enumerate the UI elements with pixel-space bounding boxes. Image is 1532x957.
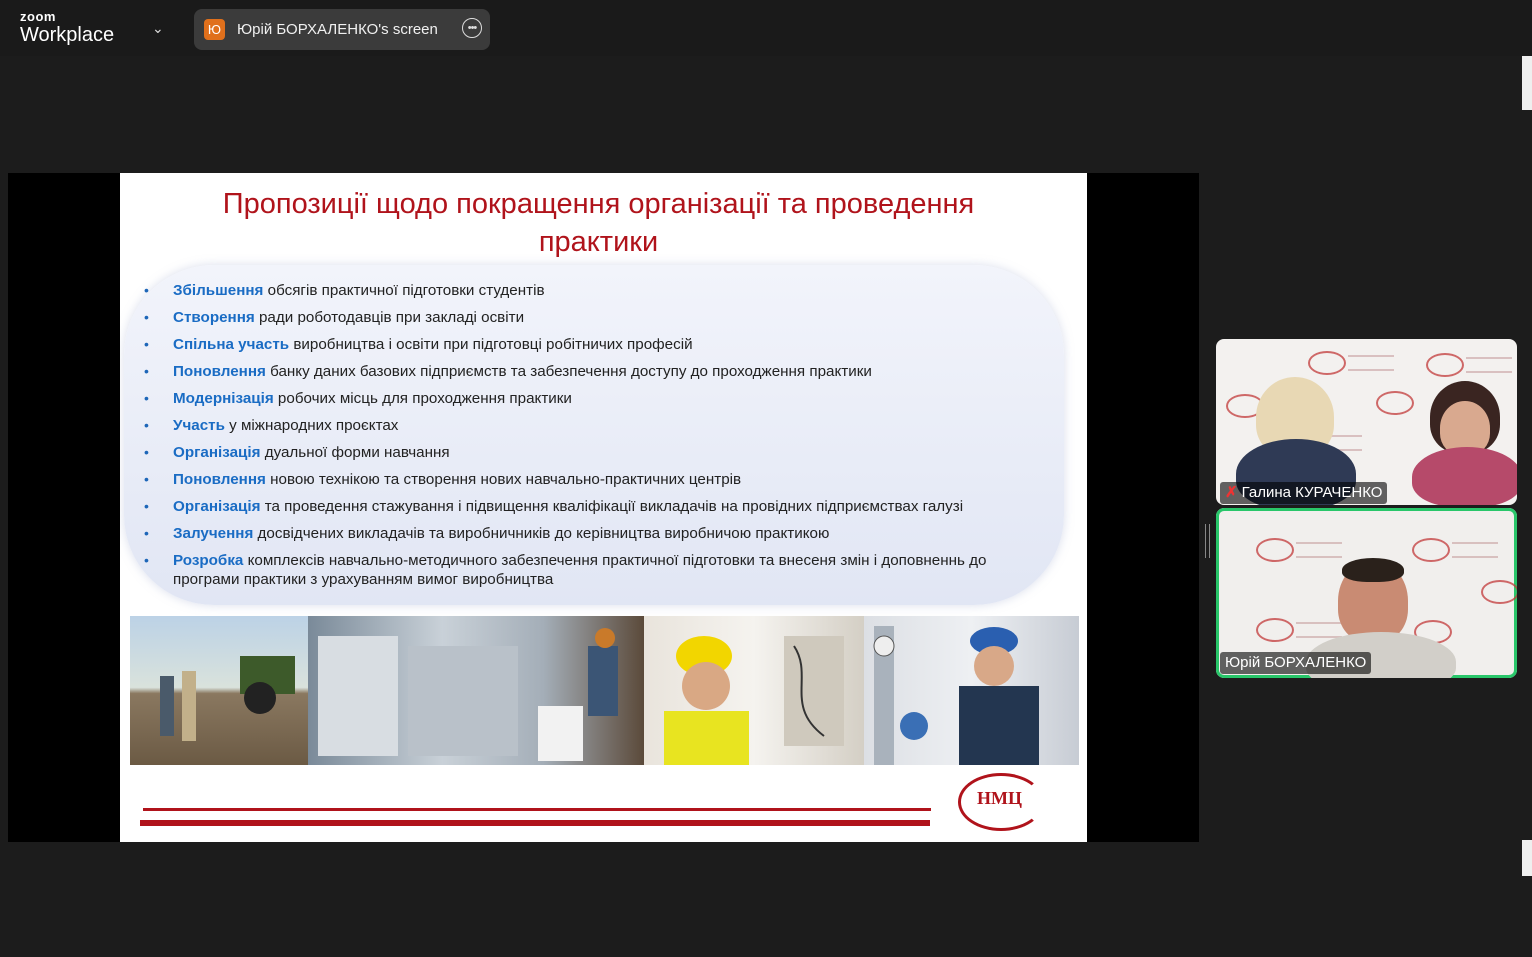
bullet-dot-icon: •	[144, 471, 149, 487]
wall-logo-icon	[1481, 580, 1517, 604]
bullet-item	[144, 281, 1044, 300]
participant-name: Юрій БОРХАЛЕНКО	[1225, 654, 1367, 671]
panel-resize-handle[interactable]	[1205, 524, 1210, 558]
bullet-item	[144, 524, 1044, 543]
bullet-item	[144, 551, 1044, 589]
bullet-list	[144, 281, 1044, 597]
brand-bottom-text: Workplace	[20, 24, 115, 46]
wall-banner-text	[1466, 357, 1512, 373]
photo-industrial-machinery	[308, 616, 644, 765]
bullet-text: новою технікою та створення нових навчально-практичних центрів	[265, 471, 742, 488]
bullet-item	[144, 443, 1044, 462]
brand-top-text: zoom	[20, 9, 56, 24]
more-options-icon[interactable]: •••	[462, 18, 482, 38]
bullet-dot-icon: •	[144, 282, 149, 298]
window-edge-lower	[1522, 840, 1532, 876]
bullet-dot-icon: •	[144, 336, 149, 352]
bullet-item	[144, 335, 1044, 354]
bullet-keyword: Організація	[173, 498, 261, 515]
bullet-text: обсягів практичної підготовки студентів	[263, 282, 545, 299]
bullet-text: комплексів навчально-методичного забезпечення практичної підготовки та внесеня змін і доповненнь до програми практики з урахуванням вимог виробництва	[173, 552, 987, 588]
bullet-keyword: Модернізація	[173, 390, 274, 407]
footer-line-thick	[140, 820, 930, 826]
bullet-item	[144, 308, 1044, 327]
presenter-avatar: Ю	[204, 19, 225, 40]
bullet-keyword: Поновлення	[173, 471, 266, 488]
bullet-item	[144, 416, 1044, 435]
bullet-item	[144, 470, 1044, 489]
participant-body-2	[1412, 447, 1517, 505]
photo-tractor-field	[130, 616, 308, 765]
bullet-dot-icon: •	[144, 498, 149, 514]
participant-name-tag	[1220, 652, 1371, 674]
bullet-dot-icon: •	[144, 390, 149, 406]
bullet-dot-icon: •	[144, 417, 149, 433]
presentation-slide	[120, 173, 1087, 842]
bullet-text: ради роботодавців при закладі освіти	[254, 309, 525, 326]
bullet-keyword: Участь	[173, 417, 225, 434]
participant-name-tag	[1220, 482, 1387, 504]
wall-logo-icon	[1376, 391, 1414, 415]
nmc-logo-text: НМЦ	[977, 788, 1022, 808]
bullet-dot-icon: •	[144, 552, 149, 568]
wall-logo-icon	[1308, 351, 1346, 375]
bullet-dot-icon: •	[144, 444, 149, 460]
bullet-text: виробництва і освіти при підготовці робітничих професій	[289, 336, 693, 353]
wall-logo-icon	[1256, 538, 1294, 562]
bullet-keyword: Організація	[173, 444, 261, 461]
top-bar	[0, 0, 1532, 56]
participant-hair-3	[1342, 558, 1404, 582]
slide-title: Пропозиції щодо покращення організації та проведення практики	[222, 188, 975, 258]
mic-muted-icon: ✗	[1225, 484, 1238, 501]
bullet-item	[144, 362, 1044, 381]
bullet-keyword: Розробка	[173, 552, 244, 569]
video-tile-participant-2[interactable]	[1216, 508, 1517, 678]
bullet-item	[144, 389, 1044, 408]
bullet-dot-icon: •	[144, 363, 149, 379]
footer-line-thin	[143, 808, 931, 811]
bullet-keyword: Поновлення	[173, 363, 266, 380]
zoom-workplace-logo[interactable]	[20, 10, 114, 45]
bullet-dot-icon: •	[144, 525, 149, 541]
wall-logo-icon	[1256, 618, 1294, 642]
chevron-down-icon[interactable]: ⌄	[152, 20, 164, 36]
photo-electrician	[644, 616, 864, 765]
bullet-item	[144, 497, 1044, 516]
bullet-keyword: Створення	[173, 309, 255, 326]
photo-engineer-pipes	[864, 616, 1079, 765]
wall-banner-text	[1296, 542, 1342, 558]
wall-banner-text	[1452, 542, 1498, 558]
screen-share-indicator[interactable]	[194, 9, 490, 50]
video-tile-participant-1[interactable]	[1216, 339, 1517, 505]
bullet-text: дуальної форми навчання	[260, 444, 450, 461]
wall-banner-text	[1296, 622, 1342, 638]
wall-banner-text	[1348, 355, 1394, 371]
bullet-text: досвідчених викладачів та виробничників до керівництва виробничою практикою	[253, 525, 830, 542]
participant-name: Галина КУРАЧЕНКО	[1241, 484, 1383, 501]
bullet-text: робочих місць для проходження практики	[273, 390, 572, 407]
wall-logo-icon	[1426, 353, 1464, 377]
bullet-keyword: Спільна участь	[173, 336, 290, 353]
wall-logo-icon	[1412, 538, 1450, 562]
bullet-keyword: Залучення	[173, 525, 254, 542]
photo-collage	[130, 616, 1079, 765]
window-edge	[1522, 56, 1532, 110]
share-title: Юрій БОРХАЛЕНКО's screen	[237, 21, 438, 38]
bullet-text: банку даних базових підприємств та забезпечення доступу до проходження практики	[265, 363, 872, 380]
bullet-text: у міжнародних проєктах	[224, 417, 399, 434]
bullet-dot-icon: •	[144, 309, 149, 325]
bullet-text: та проведення стажування і підвищення кваліфікації викладачів на провідних підприємствах галузі	[260, 498, 964, 515]
bullet-keyword: Збільшення	[173, 282, 264, 299]
